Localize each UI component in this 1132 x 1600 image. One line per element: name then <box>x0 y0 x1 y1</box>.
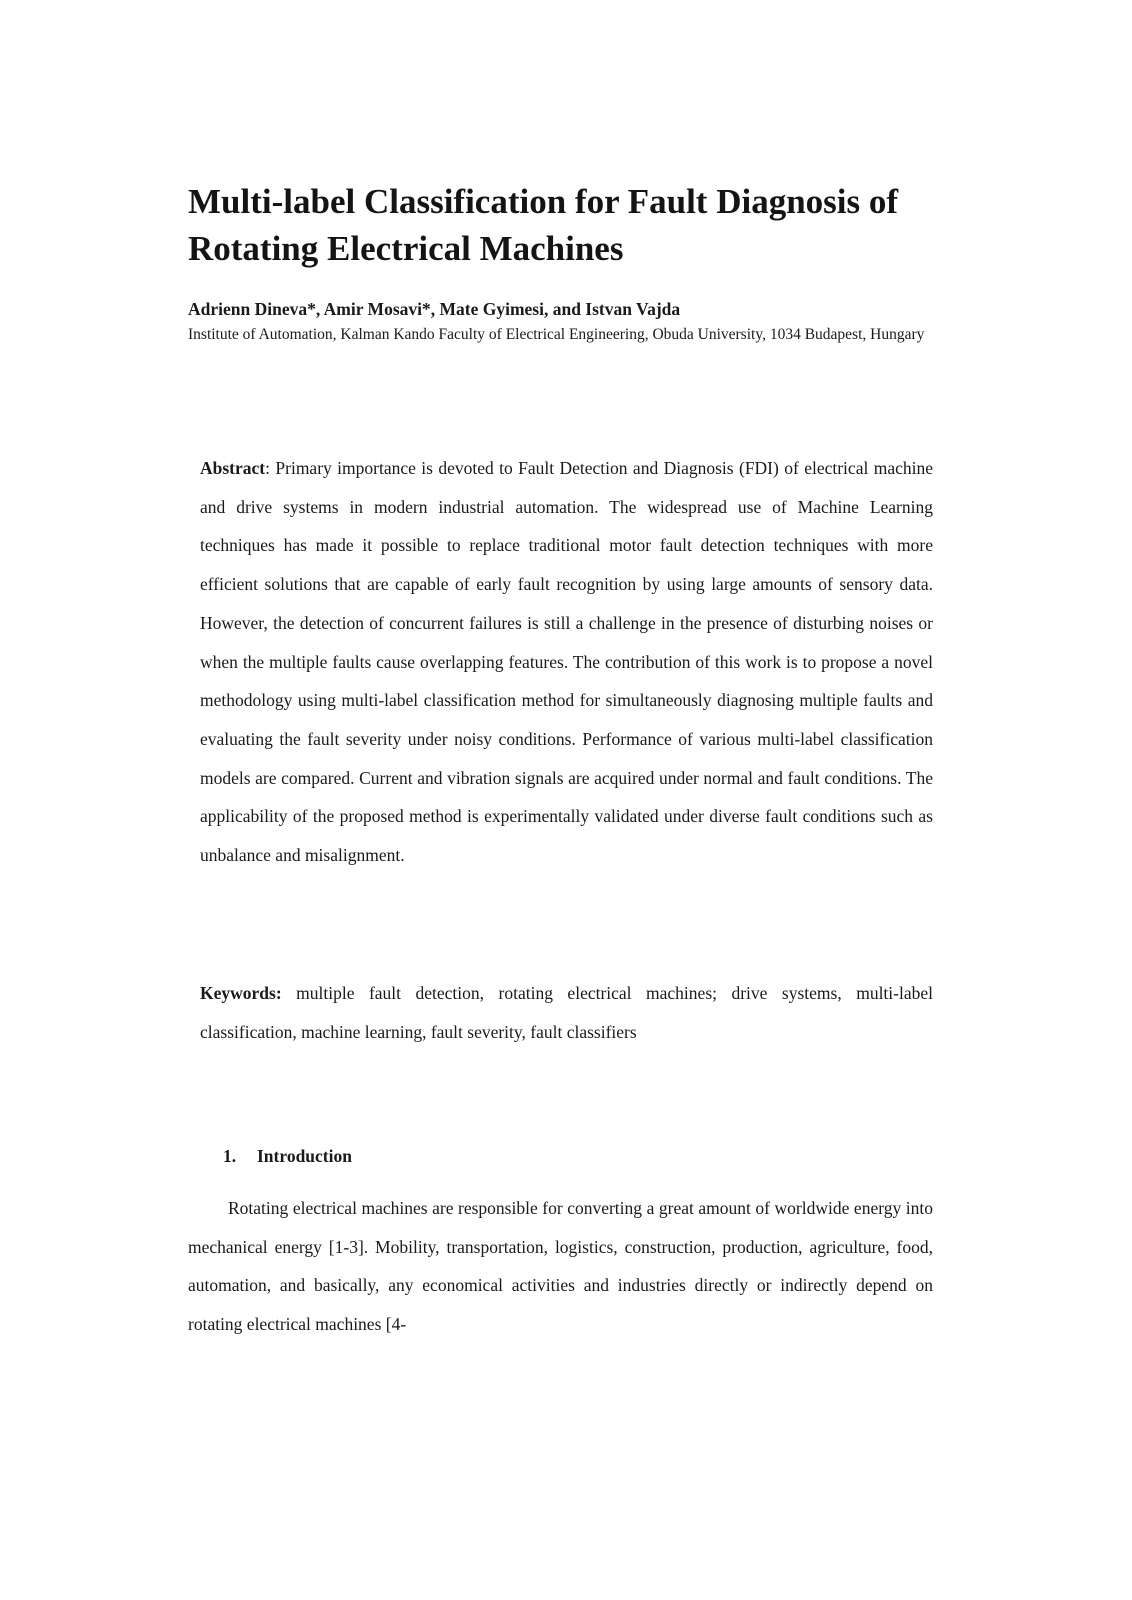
author-list: Adrienn Dineva*, Amir Mosavi*, Mate Gyimesi, and Istvan Vajda <box>188 299 681 319</box>
abstract-separator: : <box>265 458 270 478</box>
section-title: Introduction <box>257 1146 352 1166</box>
section-number: 1. <box>223 1146 237 1166</box>
keywords-label: Keywords: <box>200 983 282 1003</box>
paper-title: Multi-label Classification for Fault Diagnosis of Rotating Electrical Machines <box>188 182 899 268</box>
author-affiliation: Institute of Automation, Kalman Kando Faculty of Electrical Engineering, Obuda University, 1034 Budapest, Hungary <box>188 326 925 343</box>
section-heading-introduction <box>223 1144 352 1168</box>
abstract-text: Primary importance is devoted to Fault Detection and Diagnosis (FDI) of electrical machine and drive systems in modern industrial automation. The widespread use of Machine Learning techniques has made it possible to replace traditional motor fault detection techniques with more efficient solutions that are capable of early fault recognition by using large amounts of sensory data. However, the detection of concurrent failures is still a challenge in the presence of disturbing noises or when the multiple faults cause overlapping features. The contribution of this work is to propose a novel methodology using multi-label classification method for simultaneously diagnosing multiple faults and evaluating the fault severity under noisy conditions. Performance of various multi-label classification models are compared. Current and vibration signals are acquired under normal and fault conditions. The applicability of the proposed method is experimentally validated under diverse fault conditions such as unbalance and misalignment. <box>200 458 933 866</box>
keywords-text: multiple fault detection, rotating electrical machines; drive systems, multi-label classification, machine learning, fault severity, fault classifiers <box>200 983 933 1042</box>
abstract-block <box>200 449 933 875</box>
abstract-label: Abstract <box>200 458 266 478</box>
keywords-block <box>200 974 933 1051</box>
introduction-paragraph: Rotating electrical machines are responsible for converting a great amount of worldwide energy into mechanical energy [1-3]. Mobility, transportation, logistics, construction, production, agriculture, food, automation, and basically, any economical activities and industries directly or indirectly depend on rotating electrical machines [4- <box>188 1198 933 1335</box>
